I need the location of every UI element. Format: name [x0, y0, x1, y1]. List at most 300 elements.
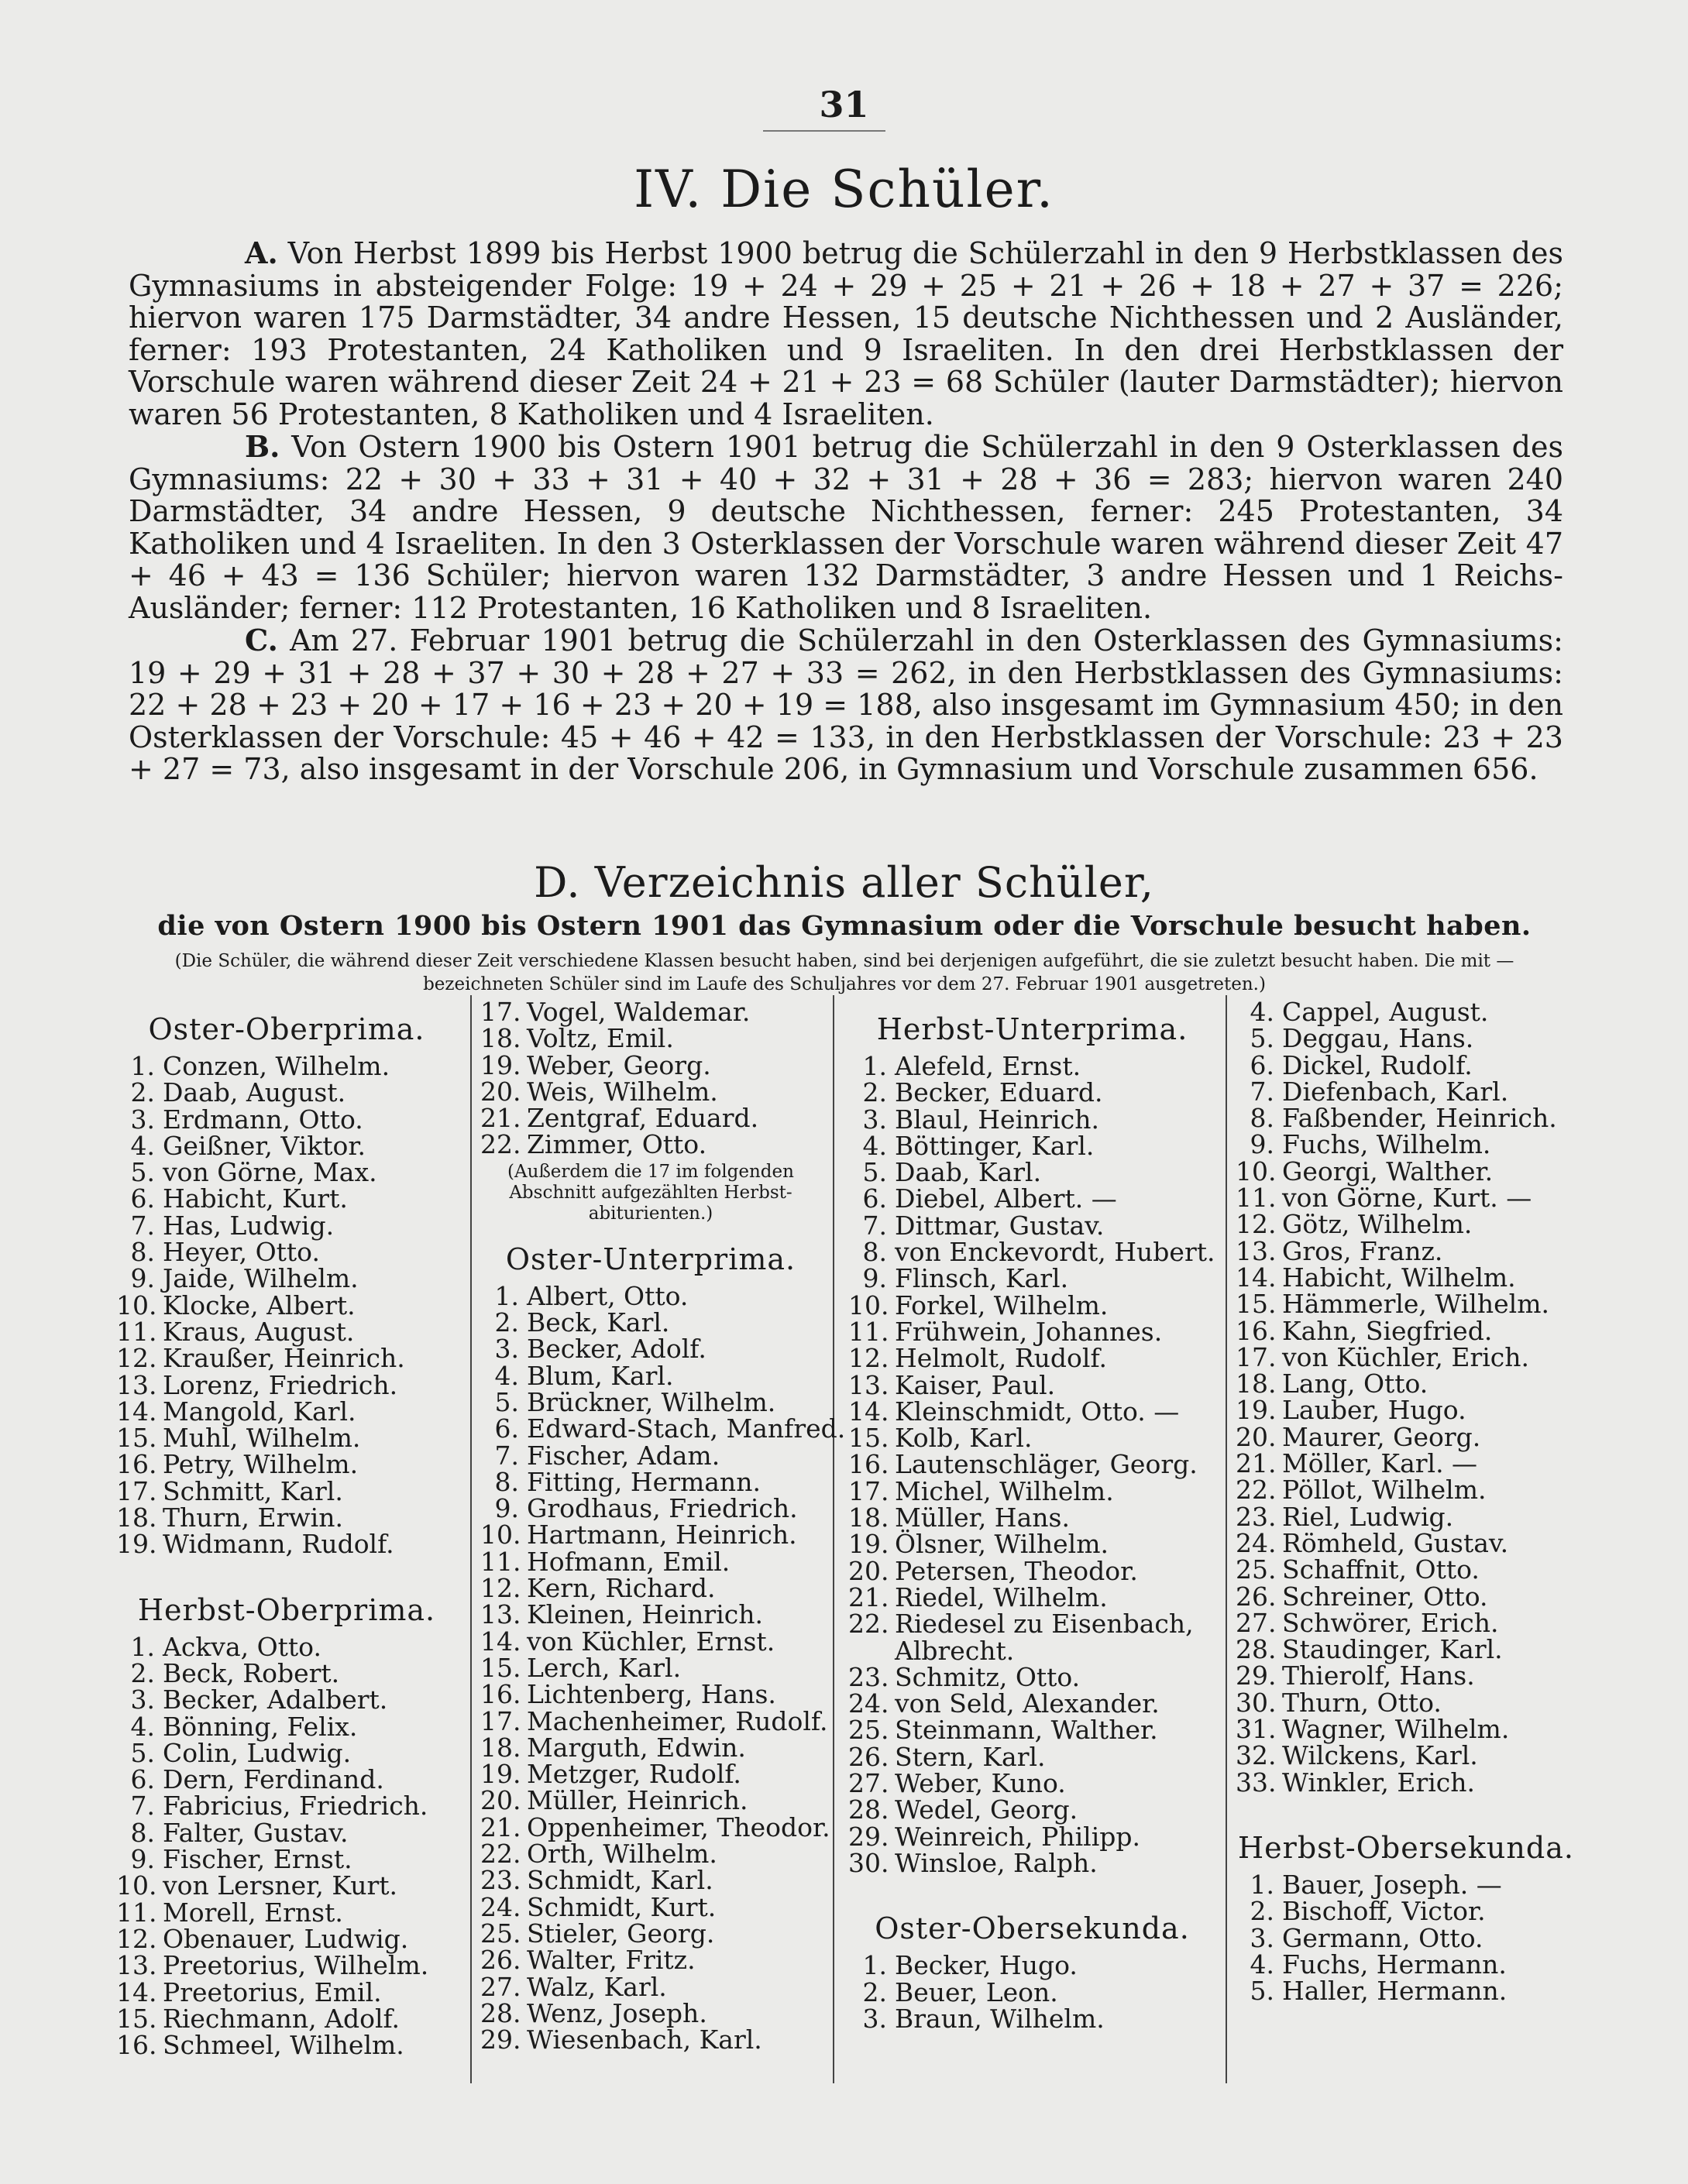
student-entry: [480, 1103, 821, 1134]
student-number: 30.: [848, 1847, 889, 1878]
student-number: 13.: [848, 1369, 889, 1400]
student-name: Germann, Otto.: [1282, 1922, 1483, 1953]
student-number: 21.: [480, 1103, 521, 1134]
student-entry: [116, 1737, 457, 1768]
student-name: Has, Ludwig.: [163, 1210, 335, 1241]
student-entry: [116, 1345, 457, 1372]
student-entry: [116, 1952, 457, 1979]
section-title: IV. Die Schüler.: [634, 160, 1054, 219]
student-entry: [848, 1661, 1216, 1692]
student-number: 7.: [494, 1440, 519, 1471]
student-name: Müller, Heinrich.: [527, 1785, 748, 1816]
student-entry: [480, 1867, 821, 1894]
student-number: 17.: [1236, 1341, 1277, 1372]
student-name: Grodhaus, Friedrich.: [527, 1493, 798, 1524]
paragraph-text: Von Ostern 1900 bis Ostern 1901 betrug die Schülerzahl in den 9 Osterklassen des Gymnasiums: 22 + 30 + 33 + 31 + 40 + 32 + 31 + 28 + 36 = 283; hiervon waren 240 Darmstädter, 34 andre Hessen, 9 deutsche Nichthessen, ferner: 245 Protestanten, 34 Katholiken und 4 Israeliten. In den 3 Osterklassen der Vorschule waren während dieser Zeit 47 + 46 + 43 = 136 Schüler; hiervon waren 132 Darmstädter, 3 andre Hessen und 1 Reichs-Ausländer; ferner: 112 Protestanten, 16 Katholiken und 8 Israeliten.: [129, 430, 1563, 625]
student-name: Colin, Ludwig.: [163, 1737, 352, 1768]
student-entry: [480, 1049, 821, 1080]
student-name: Müller, Hans.: [895, 1502, 1070, 1533]
student-number: 6.: [130, 1183, 155, 1214]
student-name: Möller, Karl. —: [1282, 1448, 1478, 1479]
student-name: Geißner, Viktor.: [163, 1130, 366, 1161]
class-heading: Herbst-Obersekunda.: [1238, 1830, 1574, 1865]
student-number: 5.: [862, 1157, 887, 1188]
student-name: Fischer, Adam.: [527, 1440, 720, 1471]
student-entry: [480, 1440, 821, 1471]
student-entry: [480, 1025, 821, 1052]
student-entry: [480, 1522, 821, 1548]
student-number: 1.: [1250, 1869, 1274, 1900]
student-number: 19.: [1236, 1395, 1277, 1426]
student-number: 9.: [494, 1493, 519, 1524]
student-number: 1.: [862, 1051, 887, 1081]
student-name: Weis, Wilhelm.: [527, 1076, 718, 1107]
student-entry: [1236, 1289, 1576, 1320]
student-number: 10.: [848, 1289, 889, 1320]
student-number: 10.: [1236, 1156, 1277, 1186]
student-number: 13.: [116, 1369, 157, 1400]
student-number: 8.: [130, 1237, 155, 1268]
student-entry: [848, 1794, 1216, 1825]
student-number: 18.: [480, 1732, 521, 1763]
student-number: 4.: [494, 1360, 519, 1391]
student-name: Becker, Adalbert.: [163, 1684, 388, 1715]
student-number: 11.: [1236, 1183, 1277, 1214]
student-entry: [480, 1971, 821, 2002]
student-entry: [1236, 1025, 1576, 1052]
student-number: 17.: [116, 1475, 157, 1506]
student-name: Haller, Hermann.: [1282, 1976, 1508, 2007]
student-entry: [1236, 1660, 1576, 1691]
class-heading: Oster-Oberprima.: [148, 1012, 425, 1046]
student-column-3: [848, 999, 1216, 2032]
student-name: Georgi, Walther.: [1282, 1156, 1494, 1186]
paragraph-text: Von Herbst 1899 bis Herbst 1900 betrug die Schülerzahl in den 9 Herbstklassen des Gymnasiums in absteigender Folge: 19 + 24 + 29 + 25 + 21 + 26 + 18 + 27 + 37 = 226; hiervon waren 175 Darmstädter, 34 andre Hessen, 15 deutsche Nichthessen und 2 Ausländer, ferner: 193 Protestanten, 24 Katholiken und 9 Israeliten. In den drei Herbstklassen der Vorschule waren während dieser Zeit 24 + 21 + 23 = 68 Schüler (lauter Darmstädter); hiervon waren 56 Protestanten, 8 Katholiken und 4 Israeliten.: [129, 236, 1563, 431]
student-entry: [480, 999, 821, 1025]
student-entry: [848, 1976, 1216, 2007]
student-entry: [480, 1599, 821, 1630]
student-number: 24.: [480, 1891, 521, 1922]
student-entry: [116, 1289, 457, 1320]
student-number: 21.: [480, 1811, 521, 1842]
student-entry: [848, 1265, 1216, 1292]
student-name: Vogel, Waldemar.: [527, 997, 751, 1027]
student-entry: [848, 1688, 1216, 1719]
student-entry: [116, 1764, 457, 1795]
paragraph-text: Am 27. Februar 1901 betrug die Schülerzahl in den Osterklassen des Gymnasiums: 19 + 29 + 31 + 28 + 37 + 30 + 28 + 27 + 33 = 262, in den Herbstklassen des Gymnasiums: 22 + 28 + 23 + 20 + 17 + 16 + 23 + 20 + 19 = 188, also insgesamt im Gymnasium 450; in den Osterklassen der Vorschule: 45 + 46 + 42 = 133, in den Herbstklassen der Vorschule: 23 + 23 + 27 = 73, also insgesamt in der Vorschule 206, in Gymnasium und Vorschule zusammen 656.: [129, 623, 1563, 786]
student-entry: [848, 1635, 1216, 1666]
student-entry: [116, 1104, 457, 1135]
student-number: 28.: [848, 1794, 889, 1825]
student-name: Braun, Wilhelm.: [895, 2003, 1105, 2034]
student-entry: [116, 1369, 457, 1400]
student-name: Schreiner, Otto.: [1282, 1581, 1488, 1612]
student-entry: [116, 1711, 457, 1742]
student-number: 13.: [480, 1599, 521, 1630]
student-number: 24.: [848, 1688, 889, 1719]
student-number: 8.: [862, 1237, 887, 1268]
student-entry: [848, 1423, 1216, 1454]
student-entry: [480, 1839, 821, 1870]
student-number: 3.: [130, 1104, 155, 1135]
student-number: 26.: [1236, 1581, 1277, 1612]
student-name: Dickel, Rudolf.: [1282, 1049, 1473, 1080]
student-entry: [1236, 1869, 1576, 1900]
student-entry: [1236, 1395, 1576, 1426]
student-number: 9.: [130, 1844, 155, 1875]
student-entry: [848, 1741, 1216, 1772]
student-name: Becker, Eduard.: [895, 1077, 1103, 1108]
student-name: Schmitt, Karl.: [163, 1475, 343, 1506]
student-name: Preetorius, Emil.: [163, 1976, 382, 2007]
student-number: 31.: [1236, 1714, 1277, 1745]
student-name: Thurn, Erwin.: [163, 1502, 343, 1533]
student-entry: [848, 1210, 1216, 1241]
student-number: 20.: [1236, 1421, 1277, 1452]
student-entry: [848, 1130, 1216, 1161]
student-name: Fuchs, Hermann.: [1282, 1949, 1507, 1980]
student-number: 8.: [1250, 1103, 1274, 1134]
student-entry: [480, 1891, 821, 1922]
student-number: 27.: [848, 1768, 889, 1799]
student-number: 12.: [480, 1573, 521, 1604]
student-name: Riechmann, Adolf.: [163, 2003, 401, 2034]
student-number: 15.: [1236, 1289, 1277, 1320]
student-number: 9.: [130, 1263, 155, 1294]
student-name: Flinsch, Karl.: [895, 1263, 1069, 1294]
student-entry: [116, 2003, 457, 2034]
student-number: 3.: [862, 2003, 887, 2034]
student-number: 15.: [480, 1652, 521, 1683]
student-entry: [480, 1945, 821, 1976]
student-name: Machenheimer, Rudolf.: [527, 1705, 828, 1736]
student-name: Lorenz, Friedrich.: [163, 1369, 398, 1400]
student-number: 25.: [1236, 1554, 1277, 1585]
student-entry: [480, 1131, 821, 1158]
student-name: Falter, Gustav.: [163, 1817, 349, 1848]
student-name: Schmidt, Kurt.: [527, 1891, 717, 1922]
student-entry: [1236, 1976, 1576, 2007]
student-name: Fabricius, Friedrich.: [163, 1791, 428, 1822]
student-number: 14.: [848, 1396, 889, 1427]
student-entry: [116, 1451, 457, 1478]
student-number: 2.: [862, 1976, 887, 2007]
student-name: Dittmar, Gustav.: [895, 1210, 1105, 1241]
student-number: 14.: [480, 1626, 521, 1657]
student-column-1: [116, 999, 457, 2059]
student-entry: [116, 1423, 457, 1454]
student-entry: [480, 1732, 821, 1763]
student-number: 13.: [1236, 1235, 1277, 1266]
student-name: Römheld, Gustav.: [1282, 1527, 1509, 1558]
student-number: 1.: [130, 1631, 155, 1662]
student-name: Marguth, Edwin.: [527, 1732, 746, 1763]
student-name: Cappel, August.: [1282, 997, 1489, 1027]
student-number: 3.: [494, 1334, 519, 1365]
student-entry: [848, 1952, 1216, 1979]
student-name: Muhl, Wilhelm.: [163, 1423, 361, 1454]
student-name: Beuer, Leon.: [895, 1976, 1058, 2007]
student-entry: [1236, 1103, 1576, 1134]
student-number: 16.: [116, 1449, 157, 1480]
student-name: Winkler, Erich.: [1282, 1767, 1475, 1798]
student-name: Pöllot, Wilhelm.: [1282, 1475, 1487, 1506]
student-name: Kraus, August.: [163, 1316, 355, 1347]
student-number: 11.: [848, 1316, 889, 1347]
student-number: 29.: [1236, 1660, 1277, 1691]
student-name: Thierolf, Hans.: [1282, 1660, 1475, 1691]
student-entry: [116, 1130, 457, 1161]
student-column-4: [1236, 997, 1576, 2007]
student-name: Wedel, Georg.: [895, 1794, 1078, 1825]
student-entry: [848, 1847, 1216, 1878]
student-entry: [116, 1897, 457, 1928]
student-name: Petersen, Theodor.: [895, 1555, 1138, 1586]
student-name: Staudinger, Karl.: [1282, 1634, 1503, 1665]
student-name: von Görne, Max.: [163, 1157, 377, 1188]
student-entry: [1236, 1183, 1576, 1214]
student-number: 3.: [130, 1684, 155, 1715]
student-entry: [848, 1159, 1216, 1186]
student-name: Preetorius, Wilhelm.: [163, 1950, 429, 1981]
student-name: Lang, Otto.: [1282, 1368, 1428, 1399]
paragraph-label: A.: [245, 235, 278, 270]
student-number: 18.: [848, 1502, 889, 1533]
student-number: 28.: [1236, 1634, 1277, 1665]
student-name: Fischer, Ernst.: [163, 1844, 352, 1875]
student-number: 11.: [116, 1897, 157, 1928]
student-number: 9.: [1250, 1129, 1274, 1160]
student-number: 10.: [480, 1520, 521, 1550]
student-name: Lichtenberg, Hans.: [527, 1679, 776, 1710]
student-entry: [116, 1237, 457, 1268]
student-entry: [1236, 1475, 1576, 1506]
student-name: Klocke, Albert.: [163, 1289, 356, 1320]
student-entry: [848, 1581, 1216, 1612]
student-name: Diebel, Albert. —: [895, 1183, 1117, 1214]
student-name: von Lersner, Kurt.: [163, 1870, 398, 1901]
student-entry: [848, 1077, 1216, 1108]
student-entry: [480, 1997, 821, 2028]
student-name: Alefeld, Ernst.: [895, 1051, 1081, 1081]
student-entry: [1236, 1554, 1576, 1585]
student-name: Weber, Georg.: [527, 1049, 711, 1080]
student-number: 23.: [848, 1661, 889, 1692]
student-number: 7.: [1250, 1076, 1274, 1107]
student-name: Thurn, Otto.: [1282, 1687, 1442, 1718]
column-divider: [833, 995, 834, 2083]
student-name: Becker, Adolf.: [527, 1334, 706, 1365]
student-name: Michel, Wilhelm.: [895, 1475, 1114, 1506]
student-entry: [848, 1316, 1216, 1347]
student-number: 26.: [480, 1945, 521, 1976]
student-entry: [848, 1555, 1216, 1586]
student-number: 17.: [848, 1475, 889, 1506]
student-number: 33.: [1236, 1767, 1277, 1798]
student-name: Daab, Karl.: [895, 1157, 1042, 1188]
directory-subtitle: die von Ostern 1900 bis Ostern 1901 das Gymnasium oder die Vorschule besucht haben.: [157, 910, 1532, 942]
student-entry: [480, 1495, 821, 1522]
directory-title: D. Verzeichnis aller Schüler,: [534, 858, 1154, 907]
student-number: 5.: [130, 1737, 155, 1768]
student-name: Brückner, Wilhelm.: [527, 1386, 776, 1417]
student-entry: [1236, 1131, 1576, 1158]
intro-text: [129, 237, 1563, 786]
student-entry: [1236, 1262, 1576, 1293]
student-name: Becker, Hugo.: [895, 1950, 1078, 1981]
student-number: 23.: [1236, 1501, 1277, 1532]
student-entry: [116, 1183, 457, 1214]
paragraph-a: [129, 237, 1563, 431]
student-number: 1.: [130, 1051, 155, 1081]
student-name: Bischoff, Victor.: [1282, 1896, 1486, 1927]
student-entry: [1236, 1740, 1576, 1771]
student-entry: [848, 1609, 1216, 1640]
student-name: Schaffnit, Otto.: [1282, 1554, 1480, 1585]
student-number: 27.: [1236, 1607, 1277, 1638]
student-entry: [116, 1053, 457, 1080]
student-entry: [1236, 1049, 1576, 1080]
student-entry: [116, 1265, 457, 1292]
student-name: Dern, Ferdinand.: [163, 1764, 384, 1795]
student-number: 20.: [480, 1076, 521, 1107]
student-name: Blum, Karl.: [527, 1360, 674, 1391]
student-name: Walz, Karl.: [527, 1971, 667, 2002]
student-entry: [1236, 1607, 1576, 1638]
student-name: Stern, Karl.: [895, 1741, 1046, 1772]
student-entry: [1236, 1421, 1576, 1452]
student-entry: [480, 1386, 821, 1417]
student-name: Wiesenbach, Karl.: [527, 2024, 762, 2055]
student-entry: [480, 1466, 821, 1497]
student-name: Habicht, Wilhelm.: [1282, 1262, 1516, 1293]
student-name: von Küchler, Erich.: [1282, 1341, 1530, 1372]
student-number: 26.: [848, 1741, 889, 1772]
student-number: 12.: [116, 1923, 157, 1954]
student-entry: [1236, 1211, 1576, 1238]
student-name: von Enckevordt, Hubert.: [895, 1237, 1215, 1268]
section-gap: [1236, 1796, 1576, 1818]
student-number: 2.: [862, 1077, 887, 1108]
student-name: Gros, Franz.: [1282, 1235, 1443, 1266]
student-entry: [116, 1502, 457, 1533]
student-entry: [1236, 999, 1576, 1025]
student-number: 16.: [116, 2030, 157, 2061]
student-entry: [848, 1451, 1216, 1478]
student-entry: [116, 1396, 457, 1427]
student-number: 19.: [480, 1759, 521, 1790]
student-name: Albrecht.: [895, 1635, 1015, 1666]
student-name: Heyer, Otto.: [163, 1237, 320, 1268]
student-name: Forkel, Wilhelm.: [895, 1289, 1109, 1320]
student-entry: [480, 1546, 821, 1577]
student-number: 11.: [116, 1316, 157, 1347]
student-name: Schmidt, Karl.: [527, 1865, 713, 1896]
paragraph-label: B.: [245, 429, 280, 464]
student-entry: [480, 1575, 821, 1602]
student-number: 18.: [116, 1502, 157, 1533]
paragraph-c: [129, 624, 1563, 786]
student-name: Wilckens, Karl.: [1282, 1740, 1478, 1771]
student-name: Daab, August.: [163, 1077, 346, 1108]
student-entry: [848, 1345, 1216, 1372]
student-entry: [1236, 1368, 1576, 1399]
student-name: Metzger, Rudolf.: [527, 1759, 741, 1790]
student-number: 10.: [116, 1289, 157, 1320]
student-name: Mangold, Karl.: [163, 1396, 356, 1427]
student-entry: [1236, 1235, 1576, 1266]
student-number: 21.: [848, 1581, 889, 1612]
student-name: Hartmann, Heinrich.: [527, 1520, 797, 1550]
student-number: 19.: [480, 1049, 521, 1080]
student-number: 4.: [1250, 1949, 1274, 1980]
student-entry: [848, 1502, 1216, 1533]
student-number: 8.: [494, 1466, 519, 1497]
student-number: 14.: [116, 1396, 157, 1427]
student-number: 23.: [480, 1865, 521, 1896]
student-column-2: [480, 997, 846, 2055]
student-number: 3.: [1250, 1922, 1274, 1953]
student-entry: [848, 1770, 1216, 1797]
student-number: 10.: [116, 1870, 157, 1901]
student-entry: [1236, 1636, 1576, 1663]
student-name: von Seld, Alexander.: [895, 1688, 1160, 1719]
student-number: 17.: [480, 1705, 521, 1736]
student-entry: [1236, 1581, 1576, 1612]
directory-note: (Die Schüler, die während dieser Zeit verschiedene Klassen besucht haben, sind bei derjenigen aufgeführt, die sie zuletzt besucht haben. Die mit — bezeichneten Schüler sind im Laufe des Schuljahres vor dem 27. Februar 1901 ausgetreten.): [174, 951, 1514, 994]
student-name: Conzen, Wilhelm.: [163, 1051, 390, 1081]
student-name: Kaiser, Paul.: [895, 1369, 1056, 1400]
student-entry: [480, 1681, 821, 1708]
student-entry: [1236, 1949, 1576, 1980]
student-name: Riedel, Wilhelm.: [895, 1581, 1108, 1612]
student-name: Widmann, Rudolf.: [163, 1529, 394, 1560]
student-name: Frühwein, Johannes.: [895, 1316, 1163, 1347]
student-name: Wagner, Wilhelm.: [1282, 1714, 1510, 1745]
student-name: Jaide, Wilhelm.: [163, 1263, 359, 1294]
student-number: 6.: [494, 1413, 519, 1444]
paragraph-b: [129, 431, 1563, 624]
student-number: 4.: [130, 1711, 155, 1742]
student-number: 22.: [1236, 1475, 1277, 1506]
student-name: Weber, Kuno.: [895, 1768, 1066, 1799]
student-name: Beck, Karl.: [527, 1307, 670, 1338]
class-heading: Oster-Obersekunda.: [875, 1911, 1190, 1946]
student-number: 4.: [862, 1130, 887, 1161]
student-number: 7.: [862, 1210, 887, 1241]
student-name: Voltz, Emil.: [527, 1023, 674, 1054]
student-number: 15.: [116, 1423, 157, 1454]
student-name: Kleinen, Heinrich.: [527, 1599, 763, 1630]
student-name: Obenauer, Ludwig.: [163, 1923, 409, 1954]
student-name: Edward-Stach, Manfred.: [527, 1413, 846, 1444]
student-number: 28.: [480, 1997, 521, 2028]
class-heading: Herbst-Unterprima.: [876, 1012, 1188, 1046]
column-divider: [1226, 995, 1227, 2083]
student-entry: [1236, 1527, 1576, 1558]
student-name: Böttinger, Karl.: [895, 1130, 1095, 1161]
student-name: Diefenbach, Karl.: [1282, 1076, 1509, 1107]
student-entry: [480, 1652, 821, 1683]
student-name: Kern, Richard.: [527, 1573, 716, 1604]
student-name: Stieler, Georg.: [527, 1918, 715, 1949]
student-entry: [848, 1396, 1216, 1427]
student-entry: [116, 1159, 457, 1186]
student-name: Petry, Wilhelm.: [163, 1449, 359, 1480]
student-entry: [480, 1076, 821, 1107]
page-number-rule: [763, 130, 885, 132]
student-number: 4.: [1250, 997, 1274, 1027]
